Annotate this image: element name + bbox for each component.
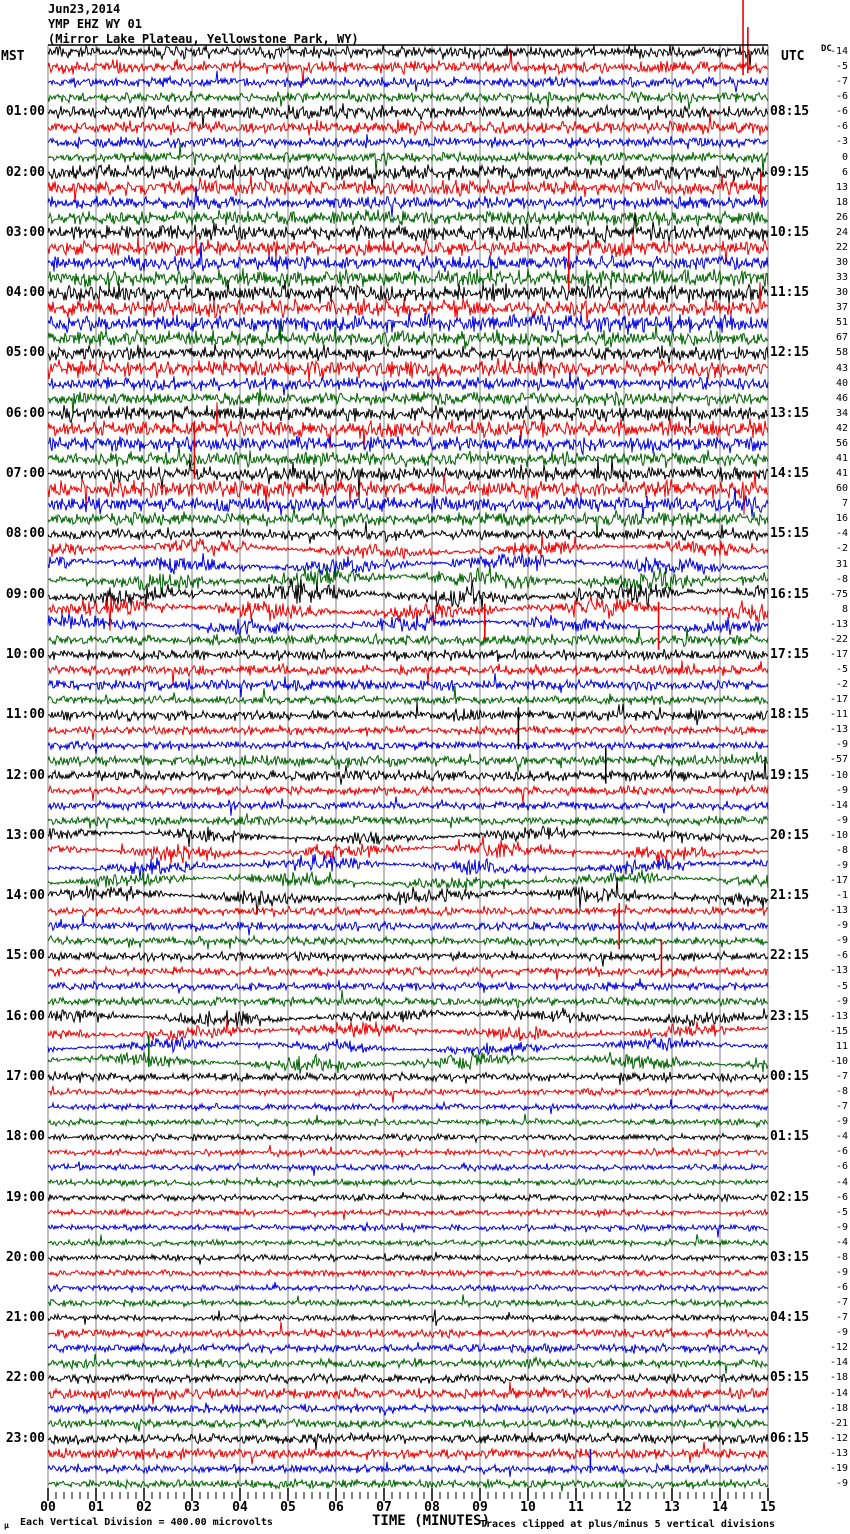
dc-offset-value: -4 — [835, 1176, 848, 1188]
dc-offset-value: 31 — [835, 558, 848, 570]
mst-hour-label: 12:00 — [5, 767, 45, 783]
dc-offset-value: -6 — [835, 106, 848, 118]
x-axis-tick-label: 03 — [184, 1500, 200, 1515]
dc-offset-value: -13 — [829, 1010, 848, 1022]
seismogram-trace — [48, 372, 768, 395]
mst-hour-label: 03:00 — [5, 224, 45, 240]
utc-hour-label: 03:15 — [770, 1249, 810, 1265]
utc-hour-label: 15:15 — [770, 526, 810, 542]
dc-offset-value: -5 — [835, 664, 848, 676]
seismogram-trace — [48, 741, 768, 755]
seismogram-trace — [48, 282, 768, 323]
dc-offset-value: -6 — [835, 1191, 848, 1203]
vertical-division-note: Each Vertical Division = 400.00 microvolts — [20, 1517, 273, 1528]
dc-offset-value: -2 — [835, 543, 848, 555]
dc-offset-value: 33 — [835, 272, 848, 284]
x-axis-tick-label: 05 — [280, 1500, 296, 1515]
dc-column-header: DC — [821, 44, 832, 54]
mst-hour-label: 22:00 — [5, 1370, 45, 1386]
seismogram-trace — [48, 1354, 768, 1374]
seismogram-trace — [48, 1342, 768, 1354]
seismogram-trace — [48, 1403, 768, 1416]
seismogram-trace — [48, 1309, 768, 1326]
dc-offset-value: -6 — [835, 950, 848, 962]
dc-offset-value: -18 — [829, 1372, 848, 1384]
seismogram-trace — [48, 1479, 768, 1492]
dc-offset-value: -9 — [835, 739, 848, 751]
dc-offset-value: -6 — [835, 1146, 848, 1158]
right-axis-timezone-label: UTC — [781, 49, 805, 64]
seismogram-trace — [48, 1052, 768, 1074]
dc-offset-value: 30 — [835, 287, 848, 299]
dc-offset-value: -5 — [835, 1206, 848, 1218]
utc-hour-label: 23:15 — [770, 1008, 810, 1024]
x-axis-tick-label: 09 — [472, 1500, 488, 1515]
seismogram-trace — [48, 702, 768, 725]
seismogram-trace — [48, 966, 768, 980]
left-axis-timezone-label: MST — [1, 49, 25, 64]
seismogram-trace — [48, 471, 768, 515]
dc-offset-value: 18 — [835, 196, 848, 208]
utc-hour-label: 18:15 — [770, 707, 810, 723]
seismogram-trace — [48, 1099, 768, 1114]
dc-offset-value: -6 — [835, 121, 848, 133]
dc-offset-value: 24 — [835, 226, 848, 238]
dc-offset-value: -17 — [829, 648, 848, 660]
seismogram-trace — [48, 266, 768, 292]
seismogram-trace — [48, 752, 768, 772]
dc-offset-value: -8 — [835, 573, 848, 585]
dc-offset-value: -1 — [835, 890, 848, 902]
mst-hour-label: 08:00 — [5, 526, 45, 542]
dc-offset-value: 41 — [835, 468, 848, 480]
dc-offset-value: -9 — [835, 814, 848, 826]
seismogram-trace — [48, 1282, 768, 1293]
seismogram-trace — [48, 1462, 768, 1477]
mst-hour-label: 11:00 — [5, 707, 45, 723]
seismogram-trace — [48, 578, 768, 609]
mst-hour-label: 21:00 — [5, 1310, 45, 1326]
seismogram-trace — [48, 951, 768, 967]
utc-hour-label: 11:15 — [770, 285, 810, 301]
dc-offset-value: -11 — [829, 709, 848, 721]
seismogram-trace — [48, 71, 768, 92]
utc-hour-label: 04:15 — [770, 1310, 810, 1326]
seismogram-trace — [48, 1223, 768, 1238]
dc-offset-value: 40 — [835, 377, 848, 389]
dc-offset-value: 11 — [835, 1040, 848, 1052]
dc-offset-value: -15 — [829, 1025, 848, 1037]
x-axis-tick-label: 14 — [712, 1500, 728, 1515]
seismogram-trace — [48, 435, 768, 454]
dc-offset-value: 58 — [835, 347, 848, 359]
dc-offset-value: -13 — [829, 724, 848, 736]
dc-offset-value: -12 — [829, 1342, 848, 1354]
mst-hour-label: 05:00 — [5, 345, 45, 361]
utc-hour-label: 13:15 — [770, 405, 810, 421]
dc-offset-value: -17 — [829, 875, 848, 887]
mst-hour-label: 13:00 — [5, 827, 45, 843]
x-axis-tick-label: 07 — [376, 1500, 392, 1515]
dc-offset-value: -7 — [835, 1312, 848, 1324]
seismogram-trace — [48, 174, 768, 203]
utc-hour-label: 05:15 — [770, 1370, 810, 1386]
dc-offset-value: -8 — [835, 1251, 848, 1263]
seismogram-trace — [48, 1037, 768, 1056]
seismogram-trace — [48, 134, 768, 149]
mst-hour-label: 02:00 — [5, 164, 45, 180]
dc-offset-value: 51 — [835, 317, 848, 329]
dc-offset-value: -18 — [829, 1402, 848, 1414]
dc-offset-value: -9 — [835, 1221, 848, 1233]
dc-offset-value: -9 — [835, 1327, 848, 1339]
dc-offset-value: -6 — [835, 1282, 848, 1294]
seismogram-trace — [48, 521, 768, 543]
dc-offset-value: -9 — [835, 784, 848, 796]
dc-offset-value: 26 — [835, 211, 848, 223]
dc-offset-value: -8 — [835, 1086, 848, 1098]
dc-offset-value: 42 — [835, 422, 848, 434]
x-axis-tick-label: 13 — [664, 1500, 680, 1515]
dc-offset-value: -6 — [835, 91, 848, 103]
seismogram-trace — [48, 1442, 768, 1464]
seismogram-trace — [48, 1114, 768, 1128]
dc-offset-value: -6 — [835, 1161, 848, 1173]
mst-hour-label: 06:00 — [5, 405, 45, 421]
utc-hour-label: 14:15 — [770, 466, 810, 482]
dc-offset-value: 30 — [835, 257, 848, 269]
seismogram-trace — [48, 614, 768, 636]
mst-hour-label: 23:00 — [5, 1430, 45, 1446]
dc-offset-value: 0 — [841, 151, 848, 163]
dc-offset-value: -21 — [829, 1417, 848, 1429]
utc-hour-label: 12:15 — [770, 345, 810, 361]
dc-offset-value: -22 — [829, 633, 848, 645]
seismogram-trace — [48, 628, 768, 647]
seismogram-trace — [48, 1432, 768, 1450]
dc-offset-value: -14 — [829, 1357, 848, 1369]
seismogram-trace — [48, 673, 768, 697]
seismogram-trace — [48, 280, 768, 304]
seismogram-trace — [48, 786, 768, 804]
mst-hour-label: 17:00 — [5, 1068, 45, 1084]
dc-offset-value: 8 — [841, 603, 848, 615]
x-axis-tick-label: 11 — [568, 1500, 584, 1515]
dc-offset-value: -9 — [835, 1266, 848, 1278]
seismogram-trace — [48, 1008, 768, 1028]
seismogram-trace — [48, 936, 768, 950]
dc-offset-value: -14 — [829, 1387, 848, 1399]
dc-offset-value: 34 — [835, 407, 848, 419]
x-axis-tick-label: 01 — [88, 1500, 104, 1515]
seismogram-trace — [48, 1269, 768, 1276]
mst-hour-label: 09:00 — [5, 586, 45, 602]
dc-offset-value: -5 — [835, 61, 848, 73]
dc-offset-value: -10 — [829, 1055, 848, 1067]
seismogram-trace — [48, 1374, 768, 1384]
dc-offset-value: 56 — [835, 437, 848, 449]
mu-mark: μ — [4, 1521, 9, 1530]
dc-offset-value: -4 — [835, 528, 848, 540]
dc-offset-value: -9 — [835, 1116, 848, 1128]
seismogram-trace — [48, 1086, 768, 1103]
x-axis-tick-label: 12 — [616, 1500, 632, 1515]
seismogram-trace — [48, 1294, 768, 1307]
dc-offset-value: -12 — [829, 1432, 848, 1444]
dc-offset-value: -9 — [835, 1477, 848, 1489]
utc-hour-label: 06:15 — [770, 1430, 810, 1446]
x-axis-tick-label: 00 — [40, 1500, 56, 1515]
utc-hour-label: 21:15 — [770, 888, 810, 904]
dc-offset-value: -7 — [835, 76, 848, 88]
mst-hour-label: 20:00 — [5, 1249, 45, 1265]
seismogram-trace — [48, 1234, 768, 1246]
dc-offset-value: -3 — [835, 136, 848, 148]
dc-offset-value: 43 — [835, 362, 848, 374]
x-axis-tick-label: 15 — [760, 1500, 776, 1515]
seismogram-trace — [48, 1134, 768, 1142]
dc-offset-value: 37 — [835, 302, 848, 314]
dc-offset-value: -9 — [835, 859, 848, 871]
seismogram-trace — [48, 1209, 768, 1220]
x-axis-tick-label: 06 — [328, 1500, 344, 1515]
seismogram-trace — [48, 649, 768, 662]
dc-offset-value: -2 — [835, 679, 848, 691]
dc-offset-value: 41 — [835, 453, 848, 464]
utc-hour-label: 09:15 — [770, 164, 810, 180]
mst-hour-label: 18:00 — [5, 1129, 45, 1145]
location-label: (Mirror Lake Plateau, Yellowstone Park, WY) — [48, 32, 359, 46]
utc-hour-label: 02:15 — [770, 1189, 810, 1205]
dc-offset-value: 67 — [835, 332, 848, 344]
mst-hour-label: 07:00 — [5, 466, 45, 482]
seismogram-trace — [48, 915, 768, 935]
dc-offset-value: 22 — [835, 241, 848, 253]
mst-hour-label: 16:00 — [5, 1008, 45, 1024]
dc-offset-value: -8 — [835, 844, 848, 856]
dc-offset-value: -13 — [829, 1447, 848, 1459]
mst-hour-label: 10:00 — [5, 646, 45, 662]
dc-offset-value: -57 — [829, 754, 848, 766]
seismogram-trace — [48, 1162, 768, 1176]
seismogram-trace — [48, 1322, 768, 1338]
dc-offset-value: 46 — [835, 392, 848, 404]
mst-hour-label: 04:00 — [5, 285, 45, 301]
dc-offset-value: -10 — [829, 769, 848, 781]
dc-offset-value: 16 — [835, 513, 848, 525]
mst-hour-label: 19:00 — [5, 1189, 45, 1205]
dc-offset-value: -9 — [835, 995, 848, 1007]
seismogram-trace — [48, 1019, 768, 1041]
utc-hour-label: 16:15 — [770, 586, 810, 602]
dc-offset-value: -5 — [835, 980, 848, 992]
seismogram-trace — [48, 813, 768, 828]
utc-hour-label: 22:15 — [770, 948, 810, 964]
seismogram-trace — [48, 978, 768, 993]
x-axis-tick-label: 04 — [232, 1500, 248, 1515]
seismogram-trace — [48, 89, 768, 109]
utc-hour-label: 08:15 — [770, 104, 810, 120]
seismogram-trace — [48, 797, 768, 816]
dc-offset-value: 60 — [835, 483, 848, 495]
dc-offset-value: -7 — [835, 1070, 848, 1082]
seismogram-trace — [48, 725, 768, 740]
mst-hour-label: 01:00 — [5, 104, 45, 120]
x-axis-tick-label: 08 — [424, 1500, 440, 1515]
seismogram-trace — [48, 1252, 768, 1265]
seismogram-trace — [48, 990, 768, 1009]
seismogram-trace — [48, 1177, 768, 1187]
seismogram-trace — [48, 210, 768, 227]
seismogram-trace — [48, 553, 768, 575]
utc-hour-label: 00:15 — [770, 1068, 810, 1084]
x-axis-title: TIME (MINUTES) — [372, 1513, 491, 1529]
dc-offset-value: -14 — [829, 799, 848, 811]
seismogram-trace — [48, 50, 768, 86]
clipping-note: Traces clipped at plus/minus 5 vertical divisions — [480, 1519, 776, 1530]
dc-offset-value: -14 — [829, 46, 848, 58]
seismogram-trace — [48, 826, 768, 847]
dc-offset-value: -9 — [835, 920, 848, 932]
date-label: Jun23,2014 — [48, 2, 121, 16]
x-axis-tick-label: 10 — [520, 1500, 536, 1515]
dc-offset-value: -19 — [829, 1462, 848, 1474]
seismogram-trace — [48, 1145, 768, 1157]
seismogram-trace — [48, 388, 768, 417]
utc-hour-label: 17:15 — [770, 646, 810, 662]
dc-offset-value: 13 — [835, 181, 848, 193]
station-label: YMP EHZ WY 01 — [48, 17, 142, 31]
dc-offset-value: -13 — [829, 618, 848, 630]
seismogram-trace — [48, 1071, 768, 1085]
seismogram-trace — [48, 904, 768, 917]
seismogram-trace — [48, 1419, 768, 1432]
dc-offset-value: -7 — [835, 1297, 848, 1309]
dc-offset-value: -4 — [835, 1131, 848, 1143]
seismogram-trace — [48, 565, 768, 594]
dc-offset-value: 7 — [841, 498, 848, 510]
dc-offset-value: 6 — [841, 166, 848, 178]
dc-offset-value: -13 — [829, 965, 848, 977]
utc-hour-label: 19:15 — [770, 767, 810, 783]
mst-hour-label: 14:00 — [5, 888, 45, 904]
dc-offset-value: -7 — [835, 1101, 848, 1113]
seismogram-trace — [48, 1192, 768, 1201]
x-axis-tick-label: 02 — [136, 1500, 152, 1515]
seismogram-trace — [48, 1382, 768, 1404]
seismogram-trace — [48, 358, 768, 383]
mst-hour-label: 15:00 — [5, 948, 45, 964]
dc-offset-value: -75 — [829, 588, 848, 600]
seismogram-trace — [48, 534, 768, 559]
utc-hour-label: 20:15 — [770, 827, 810, 843]
utc-hour-label: 10:15 — [770, 224, 810, 240]
dc-offset-value: -10 — [829, 829, 848, 841]
dc-offset-value: -13 — [829, 905, 848, 917]
seismogram-trace — [48, 686, 768, 705]
dc-offset-value: -4 — [835, 1236, 848, 1248]
seismogram-trace — [48, 113, 768, 136]
seismogram-trace — [48, 870, 768, 891]
dc-offset-value: -9 — [835, 935, 848, 947]
dc-offset-value: -17 — [829, 694, 848, 706]
utc-hour-label: 01:15 — [770, 1129, 810, 1145]
